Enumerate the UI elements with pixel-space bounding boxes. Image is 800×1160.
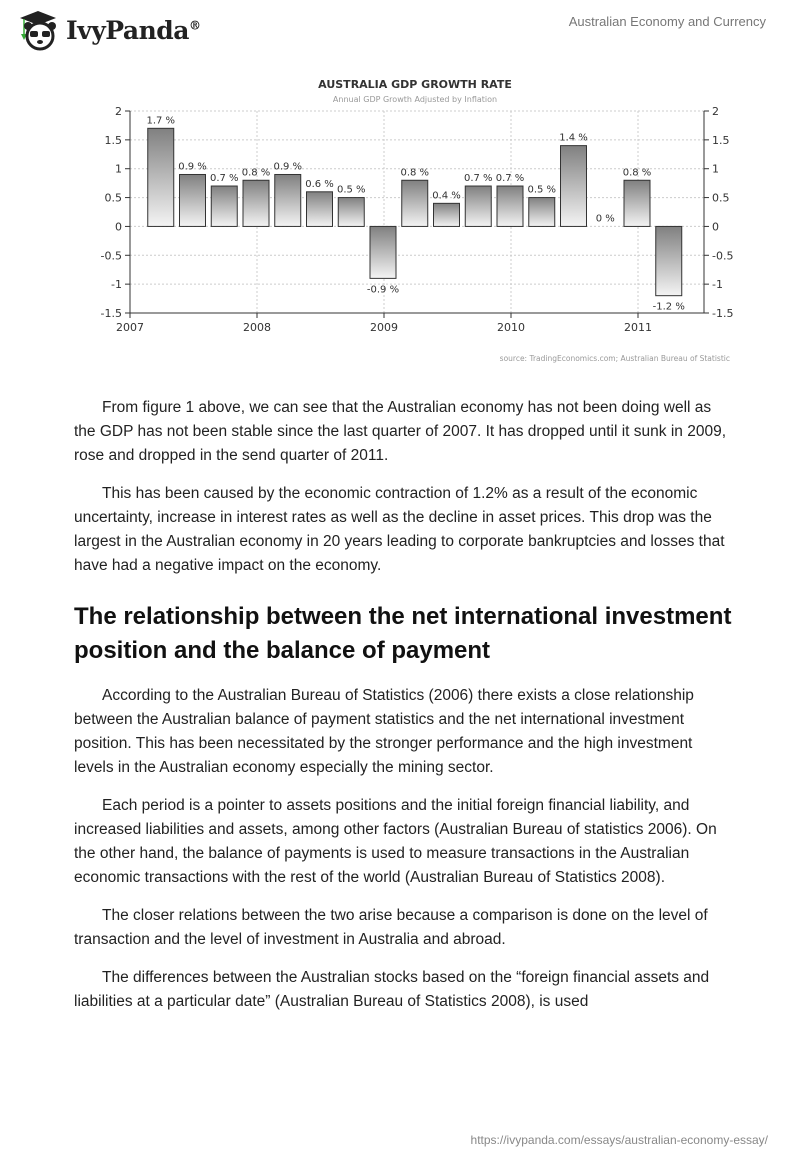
panda-mascot-icon	[16, 8, 60, 52]
bar	[434, 203, 460, 226]
article-body	[74, 396, 734, 1028]
bar-data-label: 0.8 %	[622, 167, 652, 179]
y-tick-label-right: 2	[712, 105, 719, 118]
chart-source: source: TradingEconomics.com; Australian Bureau of Statistic	[499, 354, 730, 363]
bar-data-label: 0.9 %	[178, 161, 207, 173]
bar-data-label: -1.2 %	[652, 301, 685, 313]
bar-data-label: 0.4 %	[432, 190, 461, 202]
bar	[338, 198, 364, 227]
y-tick-label: 0	[115, 220, 122, 234]
bar	[148, 128, 174, 226]
bar	[624, 180, 650, 226]
y-tick-label: -1	[111, 278, 122, 292]
bar	[465, 186, 491, 226]
x-tick-label: 2011	[624, 321, 652, 334]
bar-data-label: -0.9 %	[366, 284, 400, 296]
paragraph: From figure 1 above, we can see that the Australian economy has not been doing well as the GDP has not been stable since the last quarter of 2007. It has dropped until it sunk in 2009, rose and dropped in the send quarter of 2011.	[74, 399, 726, 464]
x-tick-label: 2007	[116, 321, 144, 334]
paragraph: This has been caused by the economic contraction of 1.2% as a result of the economic uncertainty, increase in interest rates as well as the decline in asset prices. This drop was the largest in the Australian economy in 20 years leading to corporate bankruptcies and losses that have had a negative impact on the economy.	[74, 485, 725, 574]
x-tick-label: 2008	[243, 321, 271, 334]
gdp-growth-chart	[100, 70, 740, 370]
ivypanda-logo[interactable]	[16, 8, 200, 52]
y-tick-label-right: -1.5	[712, 307, 734, 320]
section-heading: The relationship between the net international investment position and the balance of payment	[74, 603, 732, 664]
paragraph: According to the Australian Bureau of Statistics (2006) there exists a close relationship between the Australian balance of payment statistics and the net international investment position. This has been necessitated by the stronger performance and the high investment levels in the Australian economy especially the mining sector.	[74, 687, 694, 776]
bar-data-label: 0.7 %	[209, 173, 239, 185]
bar	[243, 180, 269, 226]
x-tick-label: 2010	[497, 321, 525, 334]
y-tick-label: 1.5	[104, 133, 122, 147]
x-tick-label: 2009	[370, 321, 398, 334]
footer-url[interactable]: https://ivypanda.com/essays/australian-economy-essay/	[470, 1133, 768, 1147]
paragraph: The differences between the Australian stocks based on the “foreign financial assets and liabilities at a particular date” (Australian Bureau of Statistics 2008), is used	[74, 969, 710, 1010]
bar	[307, 192, 333, 227]
y-tick-label-right: -1	[712, 278, 723, 292]
y-tick-label: -1.5	[100, 307, 122, 320]
bar-data-label: 1.4 %	[559, 132, 588, 144]
bar-data-label: 0.6 %	[305, 178, 334, 190]
bar-data-label: 0.5 %	[527, 184, 557, 196]
bar-data-label: 0 %	[595, 213, 615, 225]
bar	[402, 180, 428, 226]
bar	[529, 198, 555, 227]
chart-title: AUSTRALIA GDP GROWTH RATE	[318, 78, 512, 91]
y-tick-label-right: 1.5	[712, 133, 730, 147]
bar-data-label: 0.5 %	[336, 184, 366, 196]
bar-data-label: 0.8 %	[241, 167, 271, 179]
document-title: Australian Economy and Currency	[568, 14, 766, 29]
bar	[497, 186, 523, 226]
bar	[275, 174, 301, 226]
bar	[656, 226, 682, 295]
y-tick-label: 0.5	[104, 191, 122, 205]
brand-name: IvyPanda®	[66, 15, 201, 45]
y-tick-label-right: 1	[712, 162, 719, 176]
bar-data-label: 1.7 %	[146, 115, 176, 127]
y-tick-label-right: -0.5	[712, 249, 734, 263]
bar-data-label: 0.8 %	[400, 167, 430, 179]
y-tick-label-right: 0	[712, 220, 719, 234]
y-tick-label: 2	[115, 105, 122, 118]
bar	[561, 146, 587, 227]
bar	[211, 186, 237, 226]
bar	[180, 174, 206, 226]
paragraph: The closer relations between the two arise because a comparison is done on the level of transaction and the level of investment in Australia and abroad.	[74, 907, 708, 948]
bar-data-label: 0.9 %	[273, 161, 303, 173]
bar-data-label: 0.7 %	[463, 173, 493, 185]
bar-data-label: 0.7 %	[495, 173, 525, 185]
paragraph: Each period is a pointer to assets positions and the initial foreign financial liability, and increased liabilities and assets, among other factors (Australian Bureau of statistics 2006). On the other hand, the balance of payments is used to measure transactions in the Australian economic transactions with the rest of the world (Australian Bureau of Statistics 2008).	[74, 797, 717, 886]
y-tick-label: -0.5	[100, 249, 122, 263]
chart-subtitle: Annual GDP Growth Adjusted by Inflation	[332, 95, 498, 104]
bar	[370, 226, 396, 278]
y-tick-label: 1	[115, 162, 122, 176]
y-tick-label-right: 0.5	[712, 191, 730, 205]
